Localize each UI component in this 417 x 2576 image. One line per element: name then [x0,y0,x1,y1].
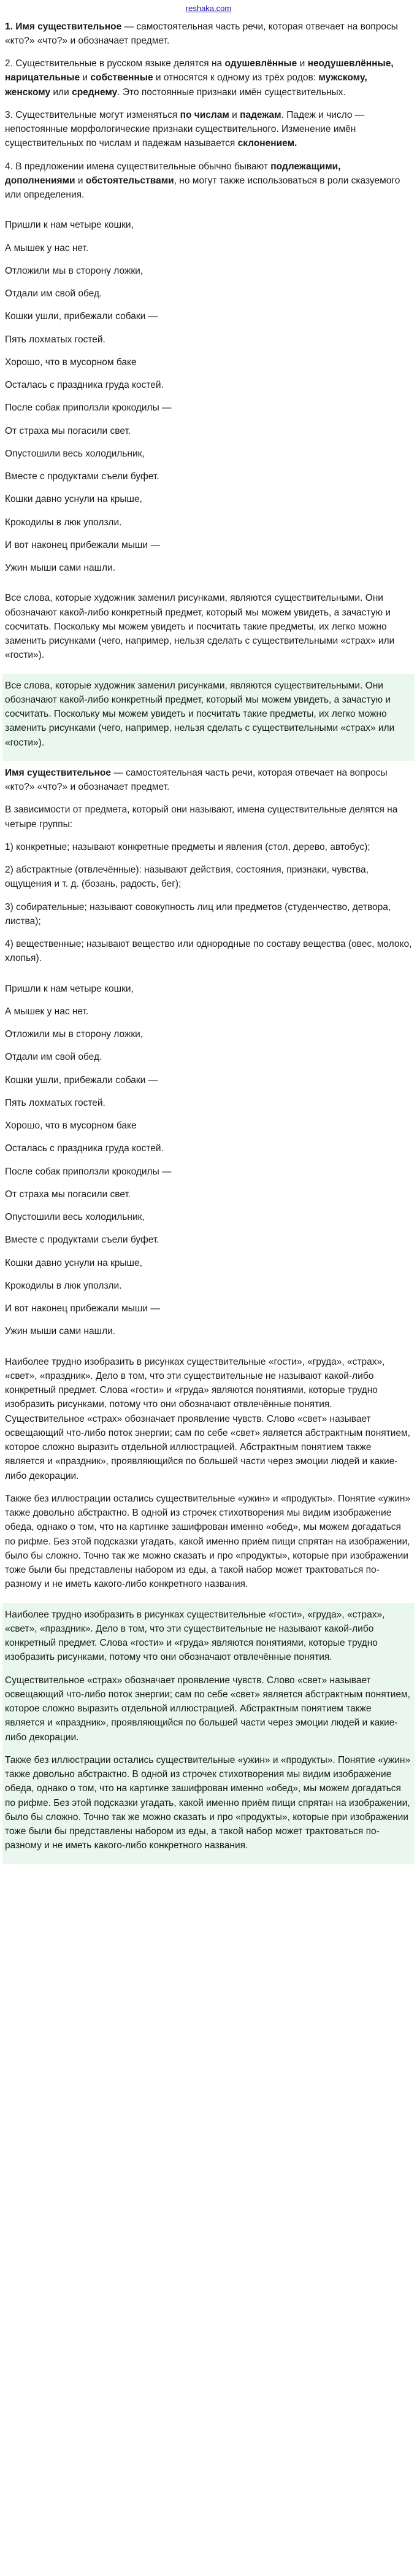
poem-line: Хорошо, что в мусорном баке [5,357,137,368]
answer-paragraph: Существительное «страх» обозначает проявление чувств. Слово «свет» называет освещающий что-либо поток энергии; сам по себе «свет» является абстрактным понятием, которое сложно выразить отдельной иллюстрацией. Абстрактным понятием также является и «праздник», проявляющийся по большей части через эмоции людей и какие-либо декорации. [5,1675,410,1743]
theory-term: 1. Имя существительное [5,21,122,32]
theory-term: среднему [72,87,118,98]
theory-text: и [75,175,86,186]
theory-term: собственные [90,72,153,83]
theory-text: 4. В предложении имена существительные обычно бывают [5,161,271,172]
answer-section-2 [2,1350,415,1603]
poem-line: Опустошили весь холодильник, [5,1212,145,1222]
answer-paragraph: Также без иллюстрации остались существительные «ужин» и «продукты». Понятие «ужин» также довольно абстрактно. В одной из строчек стихотворения мы видим изображение обеда, однако о том, что на картинке зашифрован именно «обед», мы можем догадаться по рифме. Без этой подсказки угадать, какой именно приём пищи спрятан на изображении, было бы сложно. Точно так же можно сказать и про «продукты», которые при изображении тоже были бы представлены набором из еды, а такой набор может трактоваться по-разному и не иметь какого-либо конкретного названия. [5,1493,411,1590]
theory-text: . Падеж и число — непостоянные морфологические признаки существительного. Изменение имён существительных по числам и падежам называется [5,109,365,149]
poem-line: Осталась с праздника груда костей. [5,380,164,390]
theory-term: подлежащими, дополнениями [5,161,341,186]
definition-paragraph [5,766,412,795]
theory-paragraph-4 [5,160,412,202]
groups-intro: В зависимости от предмета, который они называют, имена существительные делятся на четыре группы: [5,804,398,830]
group-item: 2) абстрактные (отвлечённые): называют действия, состояния, признаки, чувства, ощущения и т. д. (бозань, радость, бег); [5,865,369,890]
poem-line: От страха мы погасили свет. [5,1189,131,1200]
theory-text: или [50,87,72,98]
theory-text: и относятся к одному из трёх родов: [153,72,319,83]
theory-text: . Это постоянные признаки имён существительных. [117,87,346,98]
group-item: 3) собирательные; называют совокупность лиц или предметов (студенчество, детвора, листва); [5,901,391,927]
theory-term: обстоятельствами [85,175,174,186]
theory-paragraph-2 [5,56,412,99]
group-item: 1) конкретные; называют конкретные предметы и явления (стол, дерево, автобус); [5,841,370,852]
poem-line: Крокодилы в люк уползли. [5,517,122,528]
poem-line: Вместе с продуктами съели буфет. [5,1235,159,1246]
poem-line: Отложили мы в сторону ложки, [5,265,143,276]
poem-line: Ужин мыши сами нашли. [5,1326,116,1337]
theory-term: одушевлённые [224,58,297,69]
poem-line: Осталась с праздника груда костей. [5,1143,164,1154]
poem-line: Отложили мы в сторону ложки, [5,1029,143,1039]
theory-term: по числам [180,109,229,120]
poem-line: Отдали им свой обед. [5,288,102,299]
theory-term: мужскому, женскому [5,72,367,98]
theory-term: неодушевлённые, нарицательные [5,58,394,83]
poem-line: А мышек у нас нет. [5,1006,89,1017]
poem-line: Кошки ушли, прибежали собаки — [5,311,158,322]
poem-line: Кошки ушли, прибежали собаки — [5,1074,158,1086]
site-header [2,0,415,15]
poem-line: Кошки давно уснули на крыше, [5,494,142,505]
theory-section [2,15,415,214]
answer-paragraph: Также без иллюстрации остались существительные «ужин» и «продукты». Понятие «ужин» также довольно абстрактно. В одной из строчек стихотворения мы видим изображение обеда, однако о том, что на картинке зашифрован именно «обед», мы можем догадаться по рифме. Без этой подсказки угадать, какой именно приём пищи спрятан на изображении, было бы сложно. Точно так же можно сказать и про «продукты», которые при изображении тоже были бы представлены набором из еды, а такой набор может трактоваться по-разному и не иметь какого-либо конкретного названия. [5,1754,411,1851]
theory-term: падежам [240,109,281,120]
group-item: 4) вещественные; называют вещество или однородные по составу вещества (овес, молоко, хлопья). [5,939,412,964]
answer-section-1-highlight [2,674,415,761]
poem-line: Крокодилы в люк уползли. [5,1280,122,1291]
poem-line: И вот наконец прибежали мыши — [5,539,160,550]
theory-term: склонением. [237,138,297,149]
definition-section [2,761,415,977]
poem-line: Пять лохматых гостей. [5,1097,105,1108]
theory-paragraph-3 [5,108,412,151]
definition-text: — самостоятельная часть речи, которая отвечает на вопросы «кто?» «что?» и обозначает предмет. [5,767,388,792]
theory-text: и [229,109,240,120]
poem-line: Ужин мыши сами нашли. [5,563,116,573]
poem-line: Вместе с продуктами съели буфет. [5,471,159,482]
poem-line: Пришли к нам четыре кошки, [5,220,134,231]
poem-section-2 [2,977,415,1350]
poem-section-1 [2,213,415,586]
poem-line: Хорошо, что в мусорном баке [5,1120,137,1131]
poem-line: Пришли к нам четыре кошки, [5,983,134,994]
theory-text: — самостоятельная часть речи, которая отвечает на вопросы «кто?» «что?» и обозначает предмет. [5,21,398,46]
answer-paragraph: Наиболее трудно изобразить в рисунках существительные «гости», «груда», «страх», «свет», «праздник». Дело в том, что эти существительные не называют какой-либо конкретный предмет. Слова «гости» и «груда» являются понятиями, которые трудно изобразить рисунками, потому что они обозначают отвлечённые понятия. Существительное «страх» обозначает проявление чувств. Слово «свет» называет освещающий что-либо поток энергии; сам по себе «свет» является абстрактным понятием, которое сложно выразить отдельной иллюстрацией. Абстрактным понятием также является и «праздник», проявляющийся по большей части через эмоции людей и какие-либо декорации. [5,1356,410,1481]
theory-text: , но могут также использоваться в роли сказуемого или определения. [5,175,400,200]
poem-line: Пять лохматых гостей. [5,334,105,345]
answer-paragraph: Наиболее трудно изобразить в рисунках существительные «гости», «груда», «страх», «свет», «праздник». Дело в том, что эти существительные не называют какой-либо конкретный предмет. Слова «гости» и «груда» являются понятиями, которые трудно изобразить рисунками, потому что они обозначают отвлечённые понятия. [5,1609,385,1663]
poem-line: И вот наконец прибежали мыши — [5,1303,160,1314]
site-link[interactable]: reshaka.com [185,4,232,13]
theory-text: 3. Существительные могут изменяться [5,109,180,120]
poem-line: А мышек у нас нет. [5,242,89,253]
answer-paragraph: Все слова, которые художник заменил рисунками, являются существительными. Они обозначают какой-либо конкретный предмет, который мы можем увидеть, а зачастую и сосчитать. Поскольку мы можем увидеть и посчитать такие предметы, их легко можно заменить рисунками (чего, например, нельзя сделать с существительными «страх» или «гости»). [5,680,395,748]
answer-section-2-highlight [2,1603,415,1864]
theory-text: и [297,58,308,69]
theory-paragraph-1 [5,20,412,48]
poem-line: Отдали им свой обед. [5,1052,102,1063]
poem-line: Кошки давно уснули на крыше, [5,1257,142,1268]
theory-text: и [80,72,91,83]
answer-paragraph: Все слова, которые художник заменил рисунками, являются существительными. Они обозначают какой-либо конкретный предмет, который мы можем увидеть, а зачастую и сосчитать. Поскольку мы можем увидеть и посчитать такие предметы, их легко можно заменить рисунками (чего, например, нельзя сделать с существительными «страх» или «гости»). [5,593,395,661]
definition-term: Имя существительное [5,767,111,778]
theory-text: 2. Существительные в русском языке делятся на [5,58,225,69]
poem-line: От страха мы погасили свет. [5,425,131,436]
poem-line: После собак приползли крокодилы — [5,1166,172,1177]
answer-section-1 [2,586,415,673]
poem-line: Опустошили весь холодильник, [5,448,145,459]
poem-line: После собак приползли крокодилы — [5,403,172,414]
